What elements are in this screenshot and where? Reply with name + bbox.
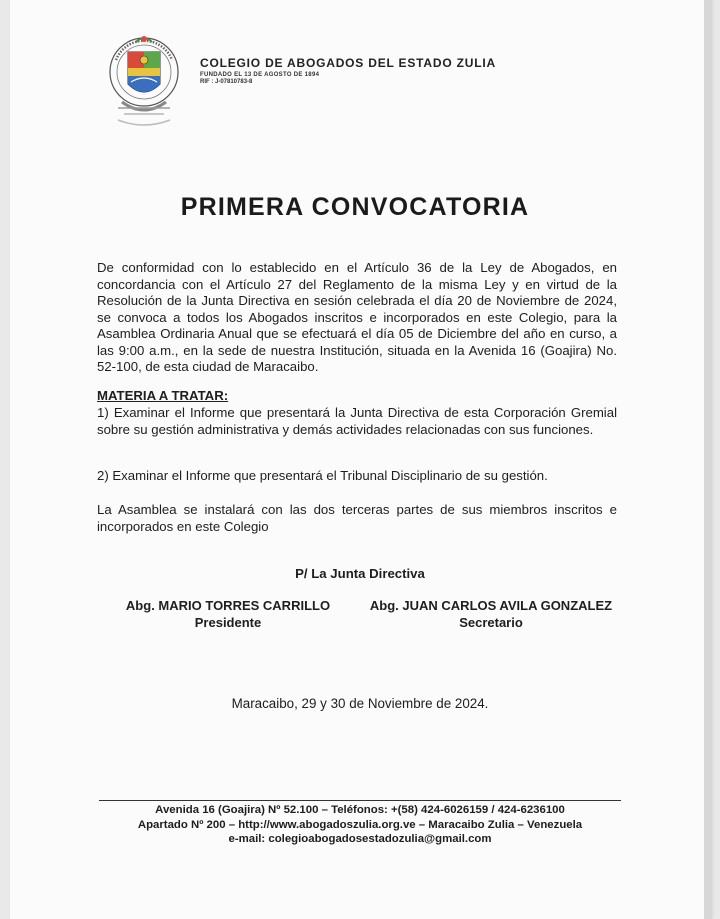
footer-email: e-mail: colegioabogadosestadozulia@gmail.com [228,833,492,845]
signatory-name: Abg. JUAN CARLOS AVILA GONZALEZ [369,598,613,613]
document-title: PRIMERA CONVOCATORIA [180,193,530,221]
footer-address: Avenida 16 (Goajira) Nº 52.100 – Teléfonos: +(58) 424-6026159 / 424-6236100 [155,804,565,816]
footer-contact [10,803,710,847]
letterhead [200,56,496,85]
agenda-item-2: 2) Examinar el Informe que presentará el Tribunal Disciplinario de su gestión. [97,468,548,483]
signatory-role: Secretario [459,614,523,630]
place-and-date: Maracaibo, 29 y 30 de Noviembre de 2024. [231,696,489,711]
tax-id: RIF : J-07810783-8 [200,79,253,85]
footer-website: Apartado Nº 200 – http://www.abogadoszulia.org.ve – Maracaibo Zulia – Venezuela [137,818,583,831]
agenda-item-1: 1) Examinar el Informe que presentará la Junta Directiva de esta Corporación Gremial sobre su gestión administrativa y demás actividades relacionadas con sus funciones. [97,405,617,437]
signature-secretary [364,598,618,631]
signoff-line: P/ La Junta Directiva [295,566,425,581]
signatory-role: Presidente [194,614,262,630]
document-page [10,0,712,919]
signature-president [110,598,346,631]
agenda-heading: MATERIA A TRATAR: [97,388,229,403]
quorum-note: La Asamblea se instalará con las dos terceras partes de sus miembros inscritos e incorporados en este Colegio [97,502,617,534]
founding-date: FUNDADO EL 13 DE AGOSTO DE 1894 [200,72,320,78]
footer-divider [99,800,621,801]
organization-name: COLEGIO DE ABOGADOS DEL ESTADO ZULIA [200,56,496,70]
signatory-name: Abg. MARIO TORRES CARRILLO [125,598,331,613]
intro-paragraph: De conformidad con lo establecido en el Artículo 36 de la Ley de Abogados, en concordancia con el Artículo 27 del Reglamento de la misma Ley y en virtud de la Resolución de la Junta Directiva en sesión celebrada el día 20 de Noviembre de 2024, se convoca a todos los Abogados inscritos e incorporados en este Colegio, para la Asamblea Ordinaria Anual que se efectuará el día 05 de Diciembre del año en curso, a las 9:00 a.m., en la sede de nuestra Institución, situada en la Avenida 16 (Goajira) No. 52-100, de esta ciudad de Maracaibo. [97,260,617,374]
page-edge-shadow [704,0,712,919]
bar-association-seal-logo [98,22,198,134]
